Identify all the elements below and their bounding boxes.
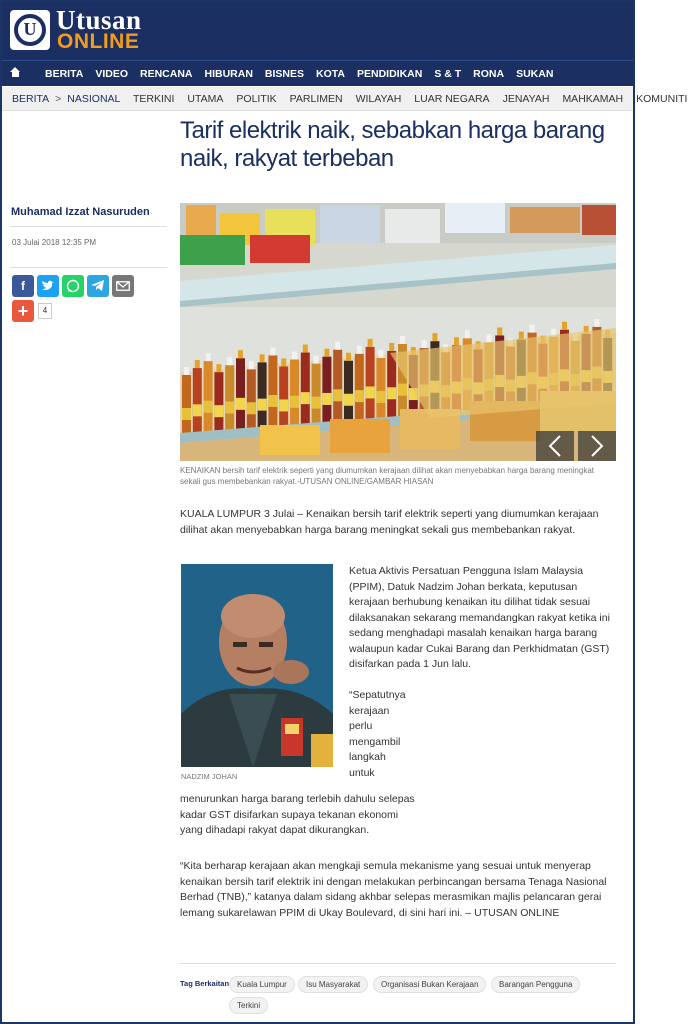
divider	[180, 963, 616, 964]
tag-barangan-pengguna[interactable]: Barangan Pengguna	[491, 976, 580, 993]
nav-item-kota[interactable]: KOTA	[316, 68, 345, 80]
nav-item-sains-teknologi[interactable]: S & T	[434, 68, 462, 80]
nav-item-sukan[interactable]: SUKAN	[516, 68, 554, 80]
subnav-item-terkini[interactable]: TERKINI	[133, 93, 175, 105]
email-icon[interactable]	[112, 275, 134, 297]
sub-nav	[2, 87, 688, 111]
logo-sub[interactable]: ONLINE	[57, 30, 140, 53]
subnav-item-jenayah[interactable]: JENAYAH	[502, 93, 550, 105]
subnav-item-utama[interactable]: UTAMA	[187, 93, 224, 105]
publish-date: 03 Julai 2018 12:35 PM	[12, 238, 97, 247]
breadcrumb-subsection[interactable]: NASIONAL	[67, 93, 121, 105]
photo-caption: KENAIKAN bersih tarif elektrik seperti yang diumumkan kerajaan dilihat akan menyebabkan harga barang meningkat sekali gus membebankan rakyat.-UTUSAN ONLINE/GAMBAR HIASAN	[180, 466, 595, 486]
divider	[10, 226, 167, 227]
nav-item-pendidikan[interactable]: PENDIDIKAN	[356, 68, 423, 80]
subnav-item-politik[interactable]: POLITIK	[236, 93, 277, 105]
tags-label: Tag Berkaitan	[180, 979, 230, 988]
main-nav	[2, 60, 633, 86]
portrait-caption: NADZIM JOHAN	[181, 772, 238, 781]
nav-item-video[interactable]: VIDEO	[95, 68, 128, 80]
site-header	[2, 2, 633, 60]
subnav-item-parlimen[interactable]: PARLIMEN	[289, 93, 343, 105]
paragraph-4: “Kita berharap kerajaan akan mengkaji semula mekanisme yang sesuai untuk menyerap kenaikan bersih tarif elektrik ini dengan melakukan perbincangan bersama Tenaga Nasional Berhad (TNB),” katanya dalam sidang akhbar selepas merasmikan majlis pelancaran gerai lemang sukarelawan PPIM di Ukay Boulevard, di sini hari ini. – UTUSAN ONLINE	[180, 860, 607, 919]
plus-icon[interactable]: +	[12, 300, 34, 322]
home-icon[interactable]	[10, 67, 33, 81]
nav-item-hiburan[interactable]: HIBURAN	[204, 68, 253, 80]
next-arrow-icon[interactable]	[578, 431, 616, 461]
share-count: 4	[38, 303, 52, 319]
tag-kuala-lumpur[interactable]: Kuala Lumpur	[229, 976, 295, 993]
portrait-photo	[181, 564, 333, 767]
logo-name[interactable]: Utusan	[56, 5, 142, 35]
paragraph-1: KUALA LUMPUR 3 Julai – Kenaikan bersih tarif elektrik seperti yang diumumkan kerajaan dilihat akan menyebabkan harga barang meningkat sekali gus membebankan rakyat.	[180, 508, 599, 536]
nav-item-rencana[interactable]: RENCANA	[140, 68, 193, 80]
subnav-item-mahkamah[interactable]: MAHKAMAH	[562, 93, 624, 105]
divider	[10, 267, 167, 268]
paragraph-3-end: menurunkan harga barang terlebih dahulu selepas kadar GST disifarkan supaya tekanan ekonomi yang dihadapi rakyat dapat dikurangkan.	[180, 793, 415, 836]
paragraph-2: Ketua Aktivis Persatuan Pengguna Islam Malaysia (PPIM), Datuk Nadzim Johan berkata, keputusan kerajaan berhubung kenaikan itu dilihat tidak sesuai dilaksanakan sekarang memandangkan rakyat ketika ini sedang menghadapi masalah kenaikan harga barang walaupun kadar Cukai Barang dan Perkhidmatan (GST) disifarkan pada 1 Jun lalu.	[349, 565, 610, 670]
twitter-icon[interactable]	[37, 275, 59, 297]
logo-mark[interactable]: U	[10, 10, 50, 50]
subnav-item-komuniti[interactable]: KOMUNITI	[636, 93, 688, 105]
nav-item-berita[interactable]: BERITA	[45, 68, 84, 80]
tag-isu-masyarakat[interactable]: Isu Masyarakat	[298, 976, 368, 993]
subnav-item-luar-negara[interactable]: LUAR NEGARA	[414, 93, 490, 105]
subnav-item-wilayah[interactable]: WILAYAH	[355, 93, 402, 105]
article-title: Tarif elektrik naik, sebabkan harga barang naik, rakyat terbeban	[180, 117, 605, 172]
breadcrumb-separator: >	[55, 93, 62, 105]
whatsapp-icon[interactable]	[62, 275, 84, 297]
paragraph-3-start: “Sepatutnya kerajaan perlu mengambil langkah untuk	[349, 689, 406, 779]
article-photo	[180, 203, 616, 461]
telegram-icon[interactable]	[87, 275, 109, 297]
nav-item-rona[interactable]: RONA	[473, 68, 505, 80]
share-buttons	[12, 275, 134, 297]
author-name[interactable]: Muhamad Izzat Nasuruden	[11, 206, 150, 218]
prev-arrow-icon[interactable]	[536, 431, 574, 461]
tag-organisasi-bukan-kerajaan[interactable]: Organisasi Bukan Kerajaan	[373, 976, 486, 993]
tag-terkini[interactable]: Terkini	[229, 997, 268, 1014]
nav-item-bisnes[interactable]: BISNES	[264, 68, 305, 80]
facebook-icon[interactable]: f	[12, 275, 34, 297]
breadcrumb-section[interactable]: BERITA	[12, 93, 50, 105]
breadcrumb	[12, 93, 120, 105]
